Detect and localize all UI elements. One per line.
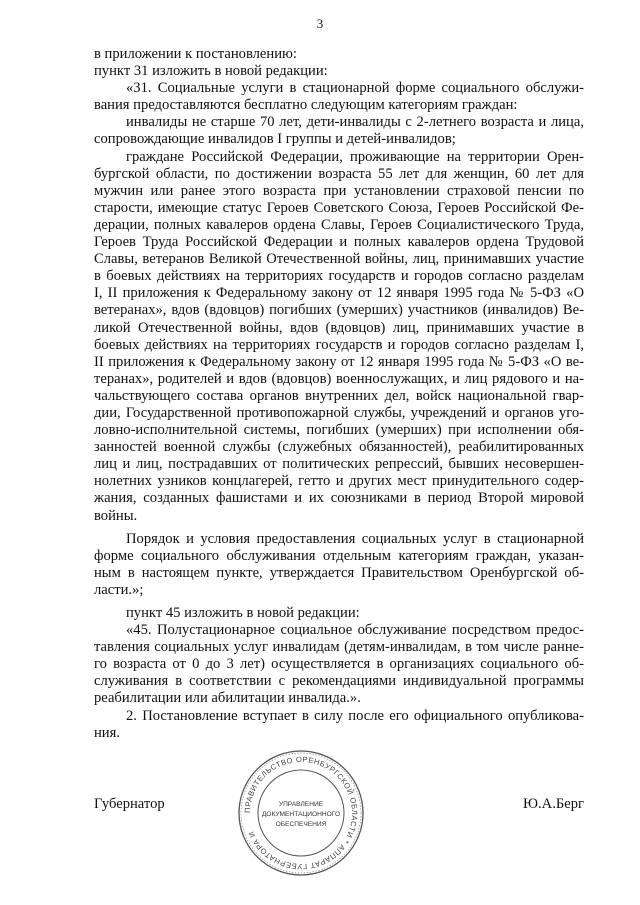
page-number: 3 <box>316 16 324 31</box>
document-body <box>94 46 584 742</box>
text-line: граждане Российской Федерации, проживающие на территории Орен- <box>126 148 584 165</box>
text-line: го возраста от 0 до 3 лет) осуществляется в организациях социального об- <box>94 656 584 673</box>
text-line: ловно-исполнительной системы, погибших (умерших) при исполнении обя- <box>94 422 584 439</box>
signatory-title: Губернатор <box>94 796 165 812</box>
seal-center-line: УПРАВЛЕНИЕ <box>278 801 324 808</box>
text-line: занностей военной службы (служебных обязанностей), реабилитированных <box>94 439 584 456</box>
text-line: I, II приложения к Федеральному закону от 12 января 1995 года № 5-ФЗ «О <box>94 285 584 302</box>
text-line: вания предоставляются бесплатно следующим категориям граждан: <box>94 97 518 114</box>
text-line: 2. Постановление вступает в силу после его официального опубликова- <box>126 707 584 724</box>
seal-center-line: ДОКУМЕНТАЦИОННОГО <box>261 811 341 818</box>
text-line: в боевых действиях на территориях государств и городов согласно разделам <box>94 268 584 285</box>
text-line: лиц и лиц, пострадавших от политических репрессий, бывших несовершен- <box>94 456 584 473</box>
text-line: мужчин или ранее этого возраста при установлении страховой пенсии по <box>94 182 584 199</box>
text-line: форме социального обслуживания отдельным категориям граждан, указан- <box>94 547 584 564</box>
text-line: в приложении к постановлению: <box>94 46 297 62</box>
text-line: ным в настоящем пункте, утверждается Правительством Оренбургской об- <box>94 564 584 581</box>
text-line: чальствующего состава органов внутренних дел, войск национальной гвар- <box>94 387 584 404</box>
text-line: инвалиды не старше 70 лет, дети-инвалиды с 2-летнего возраста и лица, <box>126 114 584 131</box>
text-line: реабилитации или абилитации инвалида.». <box>94 690 361 707</box>
signatory-name: Ю.А.Берг <box>523 796 584 812</box>
text-line: II приложения к Федеральному закону от 12 января 1995 года № 5-ФЗ «О ве- <box>94 353 584 370</box>
text-line: тавления социальных услуг инвалидам (детям-инвалидам, в том числе ранне- <box>94 639 584 656</box>
official-seal <box>236 748 366 878</box>
text-line: сопровождающие инвалидов I группы и детей-инвалидов; <box>94 131 456 148</box>
text-line: ликой Отечественной войны, вдов (вдовцов) лиц, принимавших участие в <box>94 319 584 336</box>
text-line: дерации, полных кавалеров ордена Славы, Героев Социалистического Труда, <box>94 216 584 233</box>
seal-center-line: ОБЕСПЕЧЕНИЯ <box>275 821 327 828</box>
text-line: Героев Труда Российской Федерации и полных кавалеров ордена Трудовой <box>94 234 584 251</box>
text-line: боевых действиях на территориях государств и городов согласно разделам I, <box>94 336 584 353</box>
text-line: ния. <box>94 724 120 741</box>
text-line: нолетних узников концлагерей, гетто и других мест принудительного содер- <box>94 473 584 490</box>
text-line: служивания в соответствии с рекомендациями индивидуальной программы <box>94 673 584 690</box>
text-line: жания, созданных фашистами и их союзниками в период Второй мировой <box>94 490 584 507</box>
text-line: старости, имеющие статус Героев Советского Союза, Героев Российской Фе- <box>94 199 584 216</box>
text-line: пункт 31 изложить в новой редакции: <box>94 63 328 80</box>
text-line: теранах», родителей и вдов (вдовцов) военнослужащих, и лиц рядового и на- <box>94 370 584 387</box>
text-line: бургской области, по достижении возраста 55 лет для женщин, 60 лет для <box>94 165 584 182</box>
text-line: ласти.»; <box>94 581 144 598</box>
text-line: ветеранах», вдов (вдовцов) погибших (умерших) участников (инвалидов) Ве- <box>94 302 584 319</box>
text-line: «45. Полустационарное социальное обслуживание посредством предос- <box>126 622 584 639</box>
seal-ring-text: ПРАВИТЕЛЬСТВО ОРЕНБУРГСКОЙ ОБЛАСТИ * АППАРАТ ГУБЕРНАТОРА И <box>242 754 360 872</box>
text-line: пункт 45 изложить в новой редакции: <box>126 605 360 621</box>
text-line: Славы, ветеранов Великой Отечественной войны, лиц, принимавших участие <box>94 251 584 268</box>
text-line: «31. Социальные услуги в стационарной форме социального обслужи- <box>126 80 584 97</box>
text-line: войны. <box>94 507 138 524</box>
text-line: дии, Государственной противопожарной службы, учреждений и органов уго- <box>94 404 584 421</box>
text-line: Порядок и условия предоставления социальных услуг в стационарной <box>126 530 584 547</box>
